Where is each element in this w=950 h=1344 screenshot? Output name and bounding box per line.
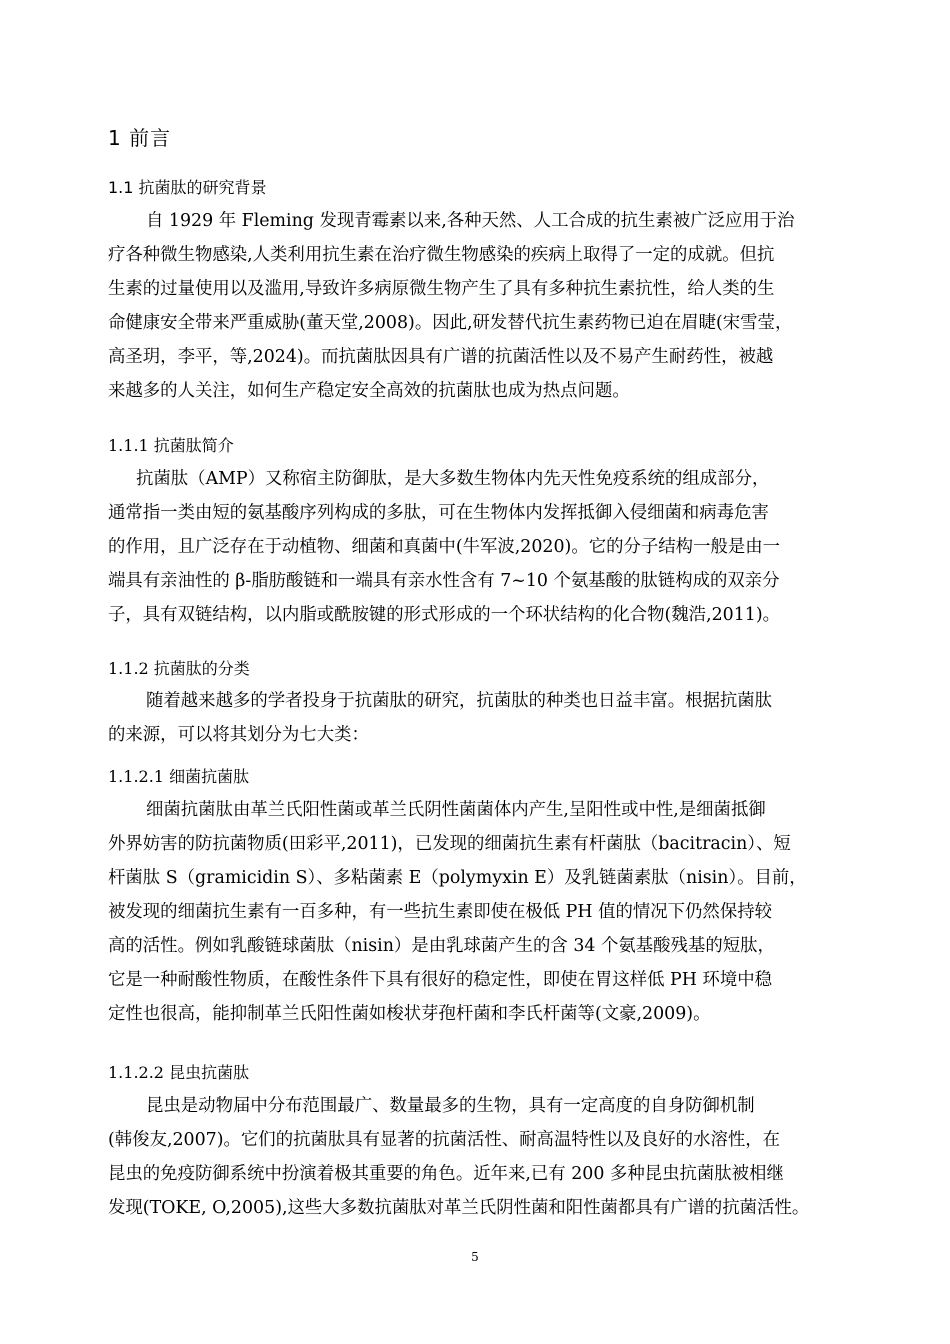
paragraph-line: 细菌抗菌肽由革兰氏阳性菌或革兰氏阴性菌菌体内产生,呈阳性或中性,是细菌抵御 bbox=[146, 800, 766, 820]
paragraph-line: 随着越来越多的学者投身于抗菌肽的研究，抗菌肽的种类也日益丰富。根据抗菌肽 bbox=[146, 691, 773, 711]
paragraph-line: 子，具有双链结构，以内脂或酰胺键的形式形成的一个环状结构的化合物(魏浩,2011)。 bbox=[108, 605, 781, 625]
paragraph-line: (韩俊友,2007)。它们的抗菌肽具有显著的抗菌活性、耐高温特性以及良好的水溶性，在 bbox=[108, 1130, 781, 1150]
paragraph-line: 自 1929 年 Fleming 发现青霉素以来,各种天然、人工合成的抗生素被广泛应用于治 bbox=[146, 211, 795, 231]
paragraph-line: 昆虫的免疫防御系统中扮演着极其重要的角色。近年来,已有 200 多种昆虫抗菌肽被相继 bbox=[108, 1164, 784, 1184]
paragraph-line: 端具有亲油性的 β-脂肪酸链和一端具有亲水性含有 7~10 个氨基酸的肽链构成的双亲分 bbox=[108, 571, 780, 591]
subsection-heading-1-1-1: 1.1.1 抗菌肽简介 bbox=[108, 436, 234, 455]
paragraph-line: 的作用，且广泛存在于动植物、细菌和真菌中(牛军波,2020)。它的分子结构一般是由一 bbox=[108, 537, 781, 557]
paragraph-line: 发现(TOKE, O,2005),这些大多数抗菌肽对革兰氏阴性菌和阳性菌都具有广谱的抗菌活性。 bbox=[108, 1198, 810, 1218]
paragraph-line: 来越多的人关注，如何生产稳定安全高效的抗菌肽也成为热点问题。 bbox=[108, 381, 630, 401]
paragraph-line: 生素的过量使用以及滥用,导致许多病原微生物产生了具有多种抗生素抗性，给人类的生 bbox=[108, 279, 775, 299]
paragraph-insect bbox=[108, 1089, 848, 1225]
paragraph-line: 昆虫是动物届中分布范围最广、数量最多的生物，具有一定高度的自身防御机制 bbox=[146, 1096, 755, 1116]
paragraph-line: 被发现的细菌抗生素有一百多种，有一些抗生素即使在极低 PH 值的情况下仍然保持较 bbox=[108, 902, 772, 922]
paragraph-line: 高圣玥，李平，等,2024)。而抗菌肽因具有广谱的抗菌活性以及不易产生耐药性，被越 bbox=[108, 347, 774, 367]
paragraph-line: 通常指一类由短的氨基酸序列构成的多肽，可在生物体内发挥抵御入侵细菌和病毒危害 bbox=[108, 503, 769, 523]
paragraph-line: 杆菌肽 S（gramicidin S）、多粘菌素 E（polymyxin E）及乳链菌素肽（nisin）。目前， bbox=[108, 868, 807, 888]
subsection-heading-1-1-2: 1.1.2 抗菌肽的分类 bbox=[108, 659, 250, 678]
paragraph-line: 疗各种微生物感染,人类利用抗生素在治疗微生物感染的疾病上取得了一定的成就。但抗 bbox=[108, 245, 775, 265]
paragraph-bacterial bbox=[108, 793, 848, 1031]
paragraph-line: 抗菌肽（AMP）又称宿主防御肽，是大多数生物体内先天性免疫系统的组成部分， bbox=[136, 469, 770, 489]
paragraph-classification bbox=[108, 684, 848, 752]
paragraph-line: 定性也很高，能抑制革兰氏阳性菌如梭状芽孢杆菌和李氏杆菌等(文豪,2009)。 bbox=[108, 1004, 711, 1024]
subsection-heading-1-1-2-2: 1.1.2.2 昆虫抗菌肽 bbox=[108, 1063, 250, 1082]
paragraph-line: 的来源，可以将其划分为七大类： bbox=[108, 725, 369, 745]
paragraph-intro bbox=[108, 462, 848, 632]
subsection-heading-1-1-2-1: 1.1.2.1 细菌抗菌肽 bbox=[108, 767, 250, 786]
paragraph-line: 外界妨害的防抗菌物质(田彩平,2011)，已发现的细菌抗生素有杆菌肽（bacitracin）、短 bbox=[108, 834, 791, 854]
paragraph-line: 它是一种耐酸性物质，在酸性条件下具有很好的稳定性，即使在胃这样低 PH 环境中稳 bbox=[108, 970, 772, 990]
paragraph-line: 高的活性。例如乳酸链球菌肽（nisin）是由乳球菌产生的含 34 个氨基酸残基的短肽， bbox=[108, 936, 775, 956]
chapter-heading: 1 前言 bbox=[108, 126, 172, 150]
page-number: 5 bbox=[471, 1250, 479, 1264]
paragraph-line: 命健康安全带来严重威胁(董天堂,2008)。因此,研发替代抗生素药物已迫在眉睫(宋雪莹， bbox=[108, 313, 793, 333]
paragraph-background bbox=[108, 204, 848, 408]
section-heading-1-1: 1.1 抗菌肽的研究背景 bbox=[108, 178, 267, 197]
